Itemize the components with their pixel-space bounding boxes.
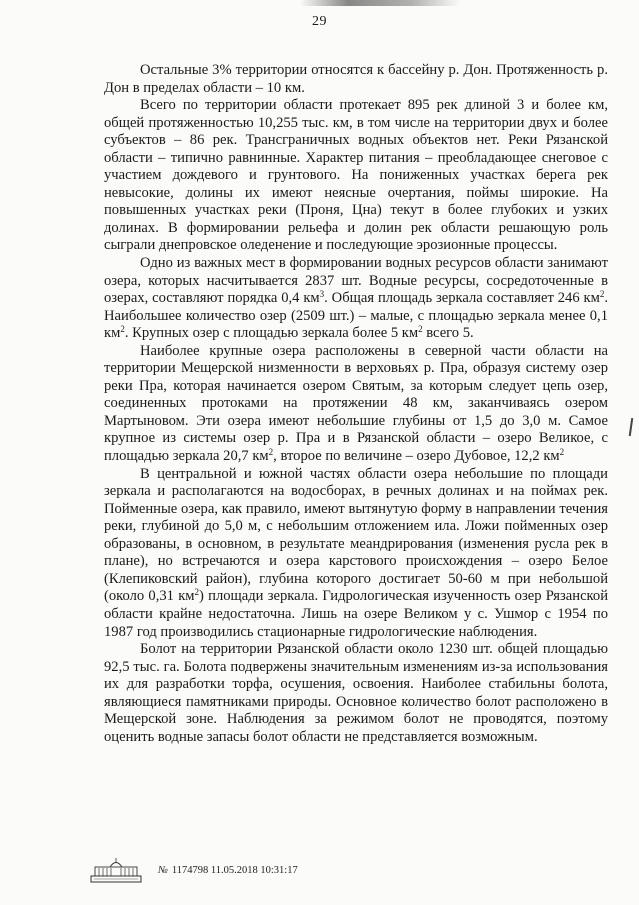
page-number: 29 [312,14,327,29]
building-stamp-icon [90,856,142,884]
paragraph-4 [104,343,608,466]
text-span: Наиболее крупные озера расположены в северной части области на территории Мещерской низменности в верховьях р. Пра, образуя систему озер реки Пра, которая начинается озером Святым, за которым следует цепь озер, соединенных протоками на протяжении 48 км, заканчиваясь озером Мартыновом. Эти озера имеют небольшие глубины от 1,5 до 3,0 м. Самое крупное из системы озер р. Пра и в Рязанской области – озеро Великое, с площадью зеркала 20,7 км [104,342,608,465]
paragraph-6: Болот на территории Рязанской области около 1230 шт. общей площадью 92,5 тыс. га. Болота подвержены значительным изменениям из-за использования их для разработки торфа, осушения, освоения. Наиболее стабильны болота, являющиеся памятниками природы. Основное количество болот расположено в Мещерской зоне. Наблюдения за режимом болот не проводятся, поэтому оценить водные запасы болот области не представляется возможным. [104,641,608,745]
superscript: 3 [319,289,325,300]
superscript: 2 [599,289,605,300]
document-stamp-text [158,865,298,876]
text-span: , второе по величине – озеро Дубовое, 12,2 км [273,448,560,465]
paragraph-3 [104,255,608,343]
text-span: всего 5. [422,325,474,342]
superscript: 2 [120,324,125,335]
superscript: 2 [194,587,200,598]
superscript: 2 [418,324,423,335]
text-span: . Общая площадь зеркала составляет 246 км [324,290,600,307]
text-span: . Наибольшее количество озер (2509 шт.) – малые, с площадью зеркала менее 0,1 км [104,290,608,342]
text-span: В центральной и южной частях области озера небольшие по площади зеркала и располагаются на водосборах, в речных долинах и на поймах рек. Пойменные озера, как правило, имеют вытянутую форму в направлении течения реки, глубиной до 5,0 м, с небольшим отложением ила. Ложи пойменных озер образованы, в основном, в результате меандрирования (изменения русла рек в плане), но встречаются и озера карстового происхождения – озеро Белое (Клепиковский район), глубина которого достигает 50-60 м при небольшой (около 0,31 км [104,465,608,605]
document-footer [90,856,390,886]
paragraph-2: Всего по территории области протекает 895 рек длиной 3 и более км, общей протяженностью 10,255 тыс. км, в том числе на территории двух и более субъектов – 86 рек. Трансграничных водных объектов нет. Реки Рязанской области – типично равнинные. Характер питания – преобладающее снеговое с участием дождевого и грунтового. На пониженных участках берега рек невысокие, долины их имеют неясные очертания, поймы широкие. На повышенных участках реки (Проня, Цна) текут в более глубоких и узких долинах. В формировании рельефа и долин рек области решающую роль сыграли днепровское оледенение и последующие эрозионные процессы. [104,97,608,254]
paragraph-5 [104,466,608,641]
text-span: ) площади зеркала. Гидрологическая изученность озер Рязанской области крайне недостаточна. Лишь на озере Великом у с. Ушмор с 1954 по 1987 год производились стационарные гидрологические наблюдения. [104,588,608,640]
margin-mark [627,418,637,436]
paragraph-1: Остальные 3% территории относятся к бассейну р. Дон. Протяженность р. Дон в пределах области – 10 км. [104,62,608,96]
text-span: . Крупных озер с площадью зеркала более 5 км [124,325,419,342]
scan-artifact [300,0,460,6]
document-body [104,62,608,746]
document-info: 1174798 11.05.2018 10:31:17 [171,865,298,876]
number-sign: № [158,865,168,876]
text-span: Одно из важных мест в формировании водных ресурсов области занимают озера, которых насчитывается 2837 шт. Водные ресурсы, сосредоточенные в озерах, составляют порядка 0,4 км [104,255,608,307]
superscript: 2 [268,447,274,458]
superscript: 2 [559,447,565,458]
